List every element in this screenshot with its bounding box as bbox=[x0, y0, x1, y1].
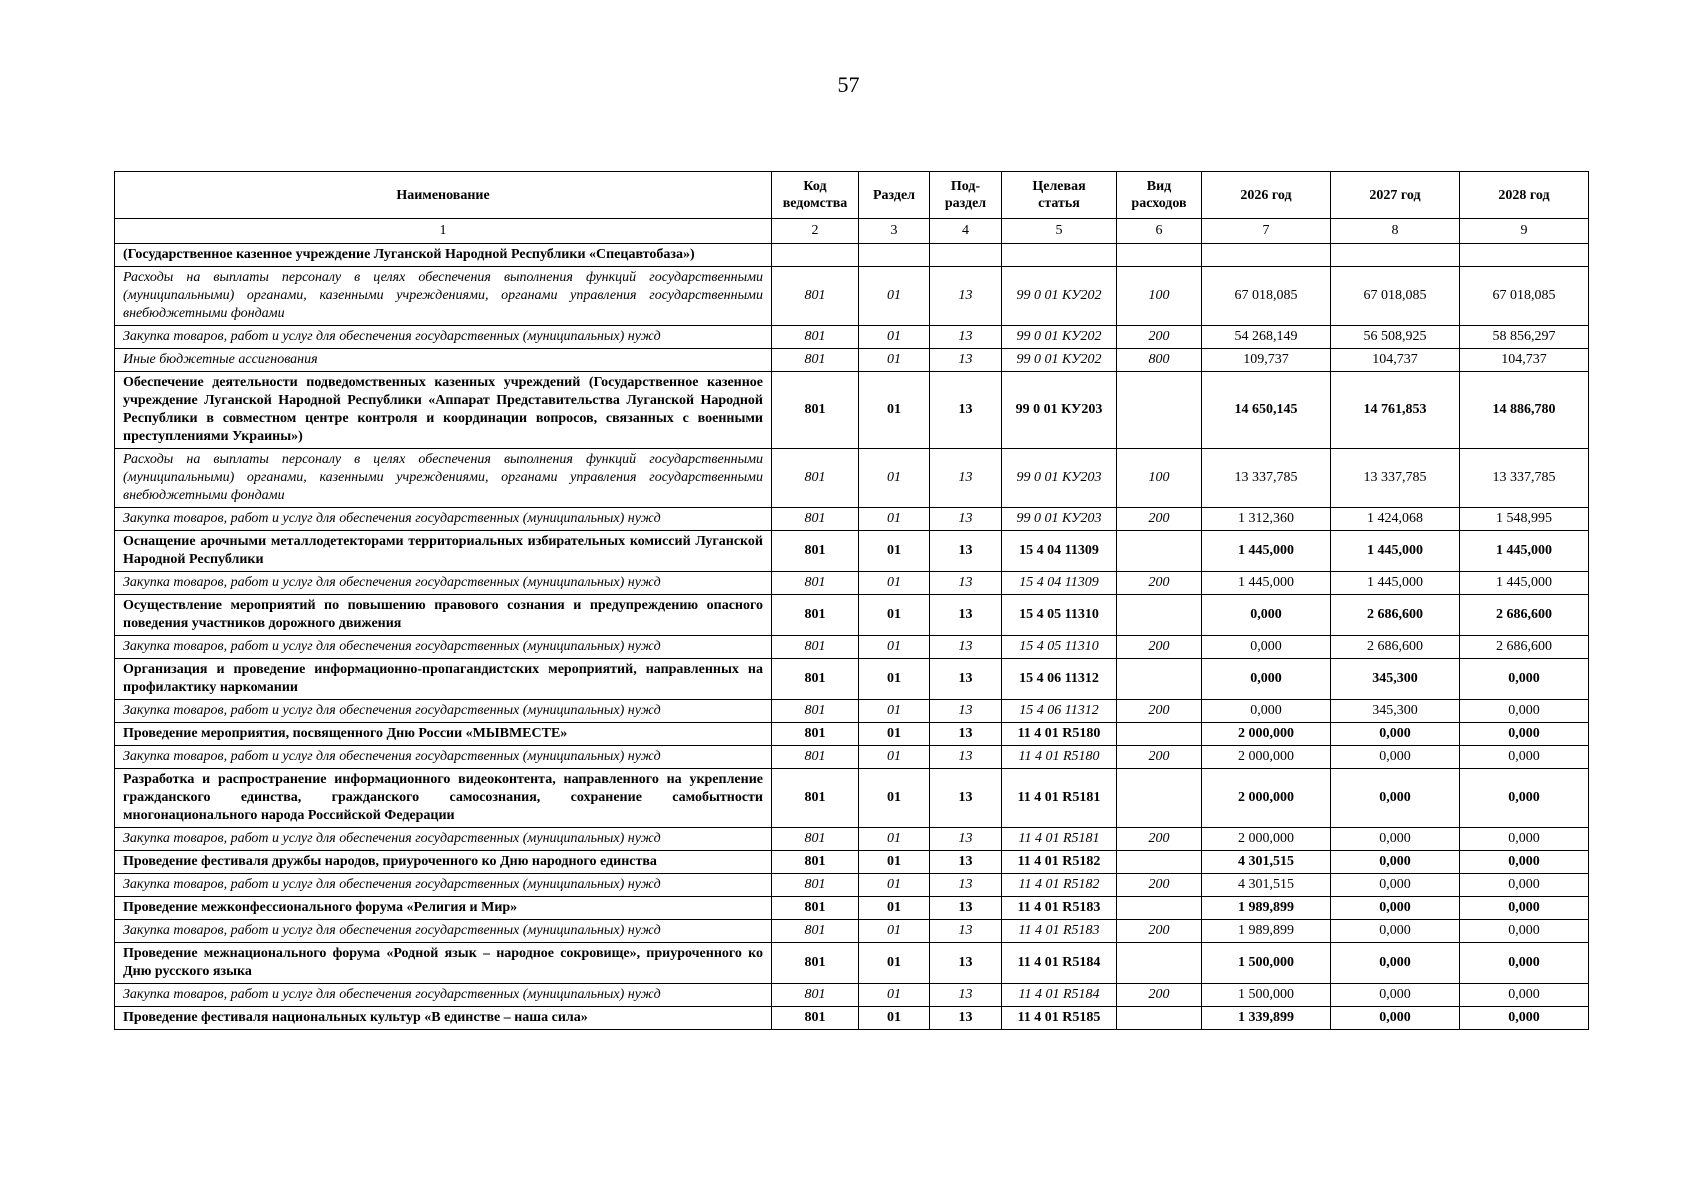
subsection-code: 13 bbox=[930, 746, 1002, 769]
subsection-code: 13 bbox=[930, 572, 1002, 595]
amount-2027: 1 445,000 bbox=[1331, 531, 1460, 572]
table-row bbox=[115, 874, 1589, 897]
amount-2027: 0,000 bbox=[1331, 897, 1460, 920]
amount-2027: 104,737 bbox=[1331, 349, 1460, 372]
amount-2027: 0,000 bbox=[1331, 769, 1460, 828]
amount-2026: 2 000,000 bbox=[1202, 746, 1331, 769]
table-row bbox=[115, 769, 1589, 828]
amount-2026: 4 301,515 bbox=[1202, 851, 1331, 874]
subsection-code: 13 bbox=[930, 897, 1002, 920]
target-item-code: 15 4 05 11310 bbox=[1002, 595, 1117, 636]
department-code: 801 bbox=[772, 636, 859, 659]
amount-2027: 2 686,600 bbox=[1331, 595, 1460, 636]
target-item-code: 15 4 04 11309 bbox=[1002, 531, 1117, 572]
section-code: 01 bbox=[859, 943, 930, 984]
target-item-code: 11 4 01 R5182 bbox=[1002, 874, 1117, 897]
section-code: 01 bbox=[859, 769, 930, 828]
amount-2026: 1 500,000 bbox=[1202, 943, 1331, 984]
section-code: 01 bbox=[859, 636, 930, 659]
amount-2027: 0,000 bbox=[1331, 851, 1460, 874]
header-year-2027: 2027 год bbox=[1331, 172, 1460, 219]
department-code: 801 bbox=[772, 1007, 859, 1030]
amount-2028: 0,000 bbox=[1460, 851, 1589, 874]
expense-type-code bbox=[1117, 851, 1202, 874]
row-name: Организация и проведение информационно-пропагандистских мероприятий, направленных на профилактику наркомании bbox=[115, 659, 772, 700]
target-item-code: 11 4 01 R5181 bbox=[1002, 828, 1117, 851]
amount-2026: 1 989,899 bbox=[1202, 920, 1331, 943]
row-name: Расходы на выплаты персоналу в целях обеспечения выполнения функций государственными (муниципальными) органами, казенными учреждениями, органами управления государственными внебюджетными фондами bbox=[115, 449, 772, 508]
department-code: 801 bbox=[772, 746, 859, 769]
amount-2028: 0,000 bbox=[1460, 659, 1589, 700]
target-item-code: 99 0 01 КУ202 bbox=[1002, 267, 1117, 326]
subsection-code: 13 bbox=[930, 636, 1002, 659]
amount-2027: 2 686,600 bbox=[1331, 636, 1460, 659]
table-body bbox=[115, 244, 1589, 1030]
header-row bbox=[115, 172, 1589, 219]
page-number: 57 bbox=[837, 72, 860, 97]
section-code: 01 bbox=[859, 595, 930, 636]
section-code: 01 bbox=[859, 449, 930, 508]
table-row bbox=[115, 700, 1589, 723]
section-code: 01 bbox=[859, 874, 930, 897]
amount-2028: 1 445,000 bbox=[1460, 572, 1589, 595]
target-item-code: 11 4 01 R5180 bbox=[1002, 746, 1117, 769]
row-name: Расходы на выплаты персоналу в целях обеспечения выполнения функций государственными (муниципальными) органами, казенными учреждениями, органами управления государственными внебюджетными фондами bbox=[115, 267, 772, 326]
subsection-code: 13 bbox=[930, 943, 1002, 984]
target-item-code: 99 0 01 КУ203 bbox=[1002, 508, 1117, 531]
section-code: 01 bbox=[859, 326, 930, 349]
amount-2027: 0,000 bbox=[1331, 1007, 1460, 1030]
column-number: 7 bbox=[1202, 219, 1331, 244]
subsection-code: 13 bbox=[930, 595, 1002, 636]
table-row bbox=[115, 984, 1589, 1007]
amount-2026: 0,000 bbox=[1202, 595, 1331, 636]
expense-type-code: 200 bbox=[1117, 508, 1202, 531]
section-code: 01 bbox=[859, 531, 930, 572]
expense-type-code: 200 bbox=[1117, 326, 1202, 349]
amount-2026: 4 301,515 bbox=[1202, 874, 1331, 897]
target-item-code: 15 4 04 11309 bbox=[1002, 572, 1117, 595]
header-subsection: Под-раздел bbox=[930, 172, 1002, 219]
row-name: Закупка товаров, работ и услуг для обеспечения государственных (муниципальных) нужд bbox=[115, 508, 772, 531]
amount-2028: 58 856,297 bbox=[1460, 326, 1589, 349]
table-row bbox=[115, 723, 1589, 746]
row-name: Закупка товаров, работ и услуг для обеспечения государственных (муниципальных) нужд bbox=[115, 636, 772, 659]
department-code: 801 bbox=[772, 449, 859, 508]
subsection-code: 13 bbox=[930, 984, 1002, 1007]
amount-2028: 104,737 bbox=[1460, 349, 1589, 372]
amount-2028 bbox=[1460, 244, 1589, 267]
section-code: 01 bbox=[859, 1007, 930, 1030]
column-number: 8 bbox=[1331, 219, 1460, 244]
amount-2027: 0,000 bbox=[1331, 943, 1460, 984]
row-name: Закупка товаров, работ и услуг для обеспечения государственных (муниципальных) нужд bbox=[115, 828, 772, 851]
amount-2026: 0,000 bbox=[1202, 636, 1331, 659]
expense-type-code: 800 bbox=[1117, 349, 1202, 372]
subsection-code: 13 bbox=[930, 449, 1002, 508]
amount-2028: 0,000 bbox=[1460, 984, 1589, 1007]
subsection-code bbox=[930, 244, 1002, 267]
amount-2028: 0,000 bbox=[1460, 723, 1589, 746]
expense-type-code: 200 bbox=[1117, 984, 1202, 1007]
section-code: 01 bbox=[859, 508, 930, 531]
amount-2026 bbox=[1202, 244, 1331, 267]
column-number: 3 bbox=[859, 219, 930, 244]
expense-type-code bbox=[1117, 769, 1202, 828]
department-code: 801 bbox=[772, 851, 859, 874]
expense-type-code: 200 bbox=[1117, 920, 1202, 943]
amount-2026: 2 000,000 bbox=[1202, 723, 1331, 746]
amount-2028: 0,000 bbox=[1460, 943, 1589, 984]
expense-type-code bbox=[1117, 897, 1202, 920]
amount-2028: 0,000 bbox=[1460, 700, 1589, 723]
amount-2028: 1 548,995 bbox=[1460, 508, 1589, 531]
table-row bbox=[115, 828, 1589, 851]
amount-2028: 0,000 bbox=[1460, 1007, 1589, 1030]
table-row bbox=[115, 943, 1589, 984]
department-code: 801 bbox=[772, 723, 859, 746]
row-name: Закупка товаров, работ и услуг для обеспечения государственных (муниципальных) нужд bbox=[115, 572, 772, 595]
amount-2026: 1 339,899 bbox=[1202, 1007, 1331, 1030]
row-name: Закупка товаров, работ и услуг для обеспечения государственных (муниципальных) нужд bbox=[115, 700, 772, 723]
row-name: Иные бюджетные ассигнования bbox=[115, 349, 772, 372]
expense-type-code: 200 bbox=[1117, 700, 1202, 723]
amount-2026: 2 000,000 bbox=[1202, 769, 1331, 828]
department-code: 801 bbox=[772, 769, 859, 828]
subsection-code: 13 bbox=[930, 508, 1002, 531]
header-year-2028: 2028 год bbox=[1460, 172, 1589, 219]
amount-2026: 0,000 bbox=[1202, 700, 1331, 723]
department-code: 801 bbox=[772, 349, 859, 372]
amount-2027: 345,300 bbox=[1331, 659, 1460, 700]
department-code: 801 bbox=[772, 659, 859, 700]
header-department-code: Код ведомства bbox=[772, 172, 859, 219]
amount-2028: 14 886,780 bbox=[1460, 372, 1589, 449]
department-code: 801 bbox=[772, 874, 859, 897]
section-code: 01 bbox=[859, 723, 930, 746]
row-name: Закупка товаров, работ и услуг для обеспечения государственных (муниципальных) нужд bbox=[115, 920, 772, 943]
target-item-code: 11 4 01 R5181 bbox=[1002, 769, 1117, 828]
section-code: 01 bbox=[859, 659, 930, 700]
row-name: Проведение фестиваля дружбы народов, приуроченного ко Дню народного единства bbox=[115, 851, 772, 874]
subsection-code: 13 bbox=[930, 851, 1002, 874]
header-expense-type: Вид расходов bbox=[1117, 172, 1202, 219]
table-row bbox=[115, 267, 1589, 326]
section-code: 01 bbox=[859, 746, 930, 769]
target-item-code: 11 4 01 R5184 bbox=[1002, 984, 1117, 1007]
amount-2028: 0,000 bbox=[1460, 874, 1589, 897]
column-number: 4 bbox=[930, 219, 1002, 244]
expense-type-code: 100 bbox=[1117, 449, 1202, 508]
amount-2026: 54 268,149 bbox=[1202, 326, 1331, 349]
target-item-code: 11 4 01 R5183 bbox=[1002, 897, 1117, 920]
department-code: 801 bbox=[772, 943, 859, 984]
target-item-code: 99 0 01 КУ202 bbox=[1002, 326, 1117, 349]
table-row bbox=[115, 746, 1589, 769]
department-code: 801 bbox=[772, 531, 859, 572]
section-code: 01 bbox=[859, 349, 930, 372]
target-item-code: 11 4 01 R5182 bbox=[1002, 851, 1117, 874]
expense-type-code: 100 bbox=[1117, 267, 1202, 326]
target-item-code: 99 0 01 КУ203 bbox=[1002, 449, 1117, 508]
section-code: 01 bbox=[859, 984, 930, 1007]
target-item-code: 11 4 01 R5184 bbox=[1002, 943, 1117, 984]
table-row bbox=[115, 449, 1589, 508]
header-name: Наименование bbox=[115, 172, 772, 219]
target-item-code: 11 4 01 R5183 bbox=[1002, 920, 1117, 943]
amount-2028: 0,000 bbox=[1460, 769, 1589, 828]
target-item-code: 11 4 01 R5180 bbox=[1002, 723, 1117, 746]
row-name: Закупка товаров, работ и услуг для обеспечения государственных (муниципальных) нужд bbox=[115, 874, 772, 897]
target-item-code: 99 0 01 КУ202 bbox=[1002, 349, 1117, 372]
header-year-2026: 2026 год bbox=[1202, 172, 1331, 219]
table-row bbox=[115, 531, 1589, 572]
column-number: 2 bbox=[772, 219, 859, 244]
amount-2027 bbox=[1331, 244, 1460, 267]
amount-2026: 13 337,785 bbox=[1202, 449, 1331, 508]
section-code: 01 bbox=[859, 700, 930, 723]
amount-2026: 67 018,085 bbox=[1202, 267, 1331, 326]
row-name: Обеспечение деятельности подведомственных казенных учреждений (Государственное казенное учреждение Луганской Народной Республики «Аппарат Представительства Луганской Народной Республики в совместном центре контроля и координации вопросов, связанных с военными преступлениями Украины») bbox=[115, 372, 772, 449]
amount-2026: 1 989,899 bbox=[1202, 897, 1331, 920]
section-code: 01 bbox=[859, 267, 930, 326]
amount-2027: 0,000 bbox=[1331, 874, 1460, 897]
expense-type-code bbox=[1117, 531, 1202, 572]
amount-2028: 67 018,085 bbox=[1460, 267, 1589, 326]
subsection-code: 13 bbox=[930, 1007, 1002, 1030]
amount-2027: 1 445,000 bbox=[1331, 572, 1460, 595]
row-name: (Государственное казенное учреждение Луганской Народной Республики «Спецавтобаза») bbox=[115, 244, 772, 267]
subsection-code: 13 bbox=[930, 700, 1002, 723]
amount-2027: 0,000 bbox=[1331, 723, 1460, 746]
row-name: Проведение мероприятия, посвященного Дню России «МЫВМЕСТЕ» bbox=[115, 723, 772, 746]
section-code: 01 bbox=[859, 897, 930, 920]
row-name: Оснащение арочными металлодетекторами территориальных избирательных комиссий Луганской Народной Республики bbox=[115, 531, 772, 572]
target-item-code: 15 4 06 11312 bbox=[1002, 700, 1117, 723]
table-row bbox=[115, 508, 1589, 531]
row-name: Проведение фестиваля национальных культур «В единстве – наша сила» bbox=[115, 1007, 772, 1030]
subsection-code: 13 bbox=[930, 372, 1002, 449]
table-row bbox=[115, 851, 1589, 874]
table-row bbox=[115, 326, 1589, 349]
amount-2028: 0,000 bbox=[1460, 746, 1589, 769]
subsection-code: 13 bbox=[930, 828, 1002, 851]
row-name: Закупка товаров, работ и услуг для обеспечения государственных (муниципальных) нужд bbox=[115, 326, 772, 349]
amount-2027: 56 508,925 bbox=[1331, 326, 1460, 349]
column-number: 6 bbox=[1117, 219, 1202, 244]
department-code bbox=[772, 244, 859, 267]
row-name: Закупка товаров, работ и услуг для обеспечения государственных (муниципальных) нужд bbox=[115, 746, 772, 769]
amount-2027: 1 424,068 bbox=[1331, 508, 1460, 531]
row-name: Разработка и распространение информационного видеоконтента, направленного на укрепление гражданского единства, гражданского самосознания, сохранение самобытности многонационального народа Российской Федерации bbox=[115, 769, 772, 828]
department-code: 801 bbox=[772, 372, 859, 449]
section-code: 01 bbox=[859, 372, 930, 449]
department-code: 801 bbox=[772, 267, 859, 326]
department-code: 801 bbox=[772, 984, 859, 1007]
row-name: Проведение межнационального форума «Родной язык – народное сокровище», приуроченного ко Дню русского языка bbox=[115, 943, 772, 984]
subsection-code: 13 bbox=[930, 723, 1002, 746]
row-name: Осуществление мероприятий по повышению правового сознания и предупреждению опасного поведения участников дорожного движения bbox=[115, 595, 772, 636]
amount-2026: 109,737 bbox=[1202, 349, 1331, 372]
department-code: 801 bbox=[772, 897, 859, 920]
expense-type-code bbox=[1117, 723, 1202, 746]
amount-2026: 1 312,360 bbox=[1202, 508, 1331, 531]
amount-2026: 0,000 bbox=[1202, 659, 1331, 700]
table-row bbox=[115, 372, 1589, 449]
header-section: Раздел bbox=[859, 172, 930, 219]
department-code: 801 bbox=[772, 326, 859, 349]
table-row bbox=[115, 897, 1589, 920]
column-number: 5 bbox=[1002, 219, 1117, 244]
expense-type-code bbox=[1117, 595, 1202, 636]
amount-2027: 345,300 bbox=[1331, 700, 1460, 723]
amount-2027: 0,000 bbox=[1331, 920, 1460, 943]
amount-2028: 13 337,785 bbox=[1460, 449, 1589, 508]
expense-type-code: 200 bbox=[1117, 874, 1202, 897]
target-item-code: 11 4 01 R5185 bbox=[1002, 1007, 1117, 1030]
section-code bbox=[859, 244, 930, 267]
table-row bbox=[115, 244, 1589, 267]
target-item-code bbox=[1002, 244, 1117, 267]
amount-2026: 2 000,000 bbox=[1202, 828, 1331, 851]
table-row bbox=[115, 920, 1589, 943]
department-code: 801 bbox=[772, 920, 859, 943]
amount-2027: 14 761,853 bbox=[1331, 372, 1460, 449]
subsection-code: 13 bbox=[930, 659, 1002, 700]
row-name: Закупка товаров, работ и услуг для обеспечения государственных (муниципальных) нужд bbox=[115, 984, 772, 1007]
amount-2027: 0,000 bbox=[1331, 828, 1460, 851]
subsection-code: 13 bbox=[930, 349, 1002, 372]
amount-2026: 1 445,000 bbox=[1202, 531, 1331, 572]
amount-2026: 1 500,000 bbox=[1202, 984, 1331, 1007]
amount-2028: 0,000 bbox=[1460, 920, 1589, 943]
amount-2026: 14 650,145 bbox=[1202, 372, 1331, 449]
target-item-code: 15 4 05 11310 bbox=[1002, 636, 1117, 659]
section-code: 01 bbox=[859, 920, 930, 943]
column-number: 1 bbox=[115, 219, 772, 244]
amount-2028: 0,000 bbox=[1460, 828, 1589, 851]
department-code: 801 bbox=[772, 572, 859, 595]
subsection-code: 13 bbox=[930, 267, 1002, 326]
expense-type-code: 200 bbox=[1117, 828, 1202, 851]
section-code: 01 bbox=[859, 572, 930, 595]
department-code: 801 bbox=[772, 828, 859, 851]
expense-type-code bbox=[1117, 244, 1202, 267]
subsection-code: 13 bbox=[930, 920, 1002, 943]
amount-2027: 67 018,085 bbox=[1331, 267, 1460, 326]
target-item-code: 99 0 01 КУ203 bbox=[1002, 372, 1117, 449]
amount-2027: 0,000 bbox=[1331, 984, 1460, 1007]
table-row bbox=[115, 595, 1589, 636]
department-code: 801 bbox=[772, 508, 859, 531]
amount-2027: 0,000 bbox=[1331, 746, 1460, 769]
header-target-item: Целевая статья bbox=[1002, 172, 1117, 219]
table-row bbox=[115, 659, 1589, 700]
amount-2028: 0,000 bbox=[1460, 897, 1589, 920]
department-code: 801 bbox=[772, 700, 859, 723]
amount-2026: 1 445,000 bbox=[1202, 572, 1331, 595]
column-number: 9 bbox=[1460, 219, 1589, 244]
section-code: 01 bbox=[859, 828, 930, 851]
department-code: 801 bbox=[772, 595, 859, 636]
subsection-code: 13 bbox=[930, 531, 1002, 572]
subsection-code: 13 bbox=[930, 874, 1002, 897]
expense-type-code: 200 bbox=[1117, 636, 1202, 659]
amount-2027: 13 337,785 bbox=[1331, 449, 1460, 508]
expense-type-code bbox=[1117, 659, 1202, 700]
amount-2028: 2 686,600 bbox=[1460, 595, 1589, 636]
subsection-code: 13 bbox=[930, 326, 1002, 349]
table-row bbox=[115, 1007, 1589, 1030]
amount-2028: 2 686,600 bbox=[1460, 636, 1589, 659]
budget-table bbox=[114, 171, 1589, 1030]
table-row bbox=[115, 572, 1589, 595]
expense-type-code: 200 bbox=[1117, 572, 1202, 595]
expense-type-code bbox=[1117, 1007, 1202, 1030]
expense-type-code bbox=[1117, 372, 1202, 449]
expense-type-code: 200 bbox=[1117, 746, 1202, 769]
amount-2028: 1 445,000 bbox=[1460, 531, 1589, 572]
row-name: Проведение межконфессионального форума «Религия и Мир» bbox=[115, 897, 772, 920]
target-item-code: 15 4 06 11312 bbox=[1002, 659, 1117, 700]
expense-type-code bbox=[1117, 943, 1202, 984]
table-row bbox=[115, 636, 1589, 659]
section-code: 01 bbox=[859, 851, 930, 874]
subsection-code: 13 bbox=[930, 769, 1002, 828]
table-row bbox=[115, 349, 1589, 372]
column-number-row bbox=[115, 219, 1589, 244]
